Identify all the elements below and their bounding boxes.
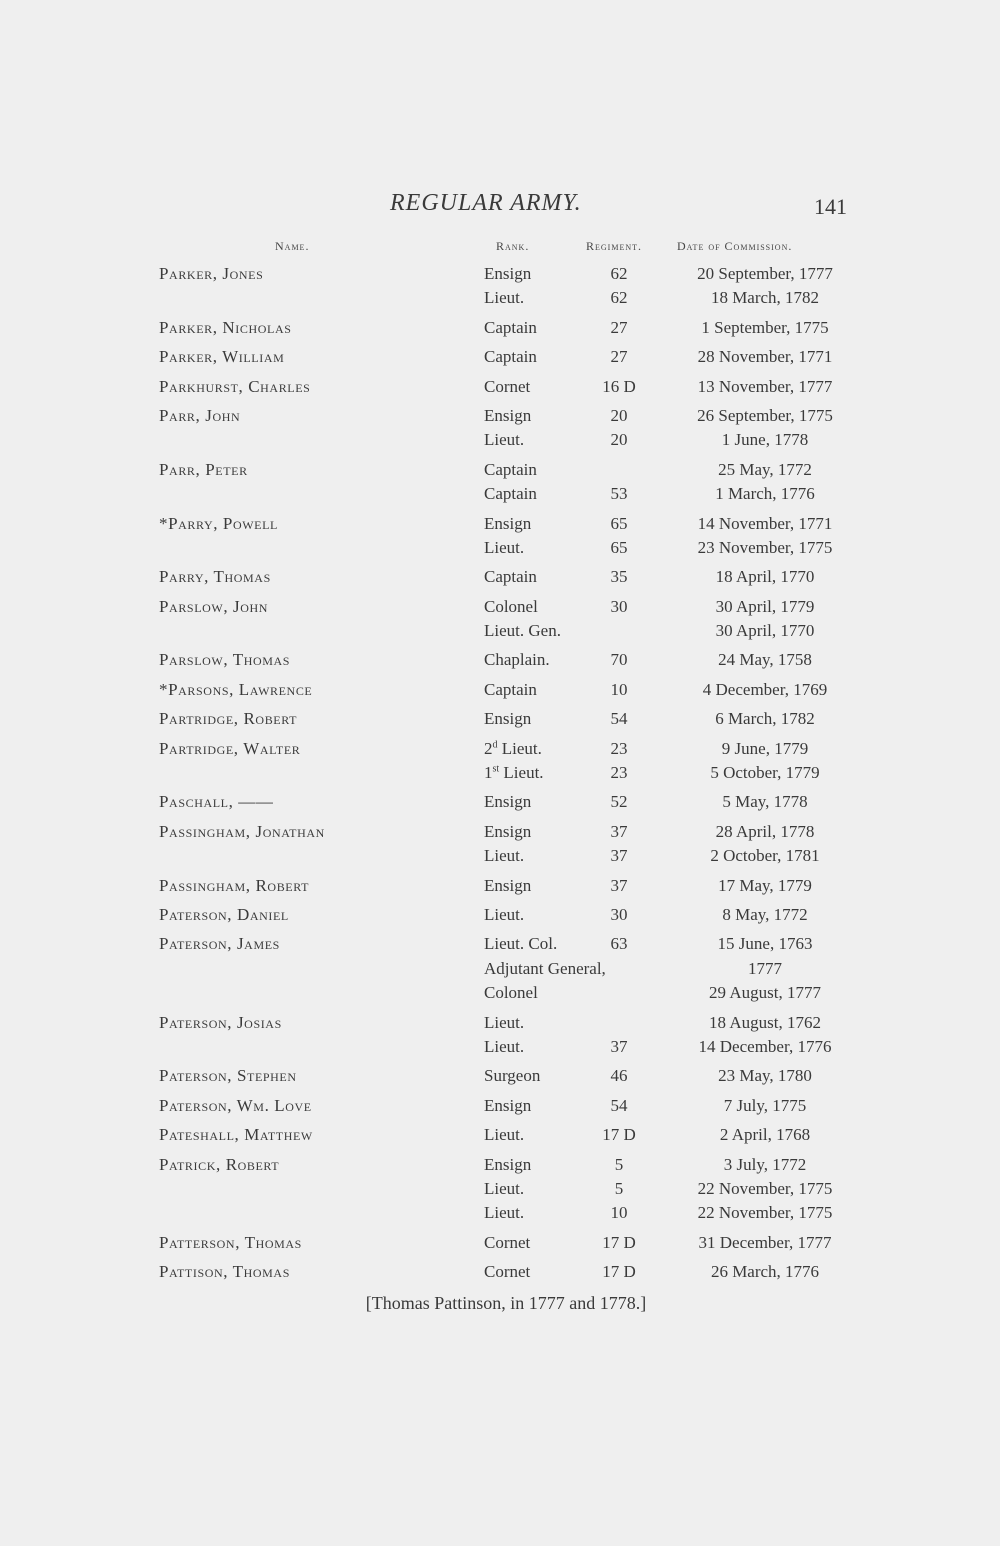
- table-row: [0, 1123, 1000, 1147]
- table-row: [0, 707, 1000, 731]
- table-row: [0, 536, 1000, 560]
- entry-name: *Parsons, Lawrence: [159, 679, 313, 699]
- entry-regiment: 37: [610, 1036, 628, 1056]
- column-header-regiment: Regiment.: [586, 239, 642, 253]
- entry-name: Parr, Peter: [159, 459, 248, 479]
- entry-regiment: 23: [610, 738, 628, 758]
- entry-name: Parker, Jones: [159, 264, 264, 283]
- table-row: [0, 595, 1000, 619]
- entry-regiment: 17 D: [602, 1232, 636, 1252]
- entry-name: Paterson, Stephen: [159, 1066, 297, 1086]
- entry-regiment: 65: [610, 537, 628, 557]
- rank-ordinal: 1: [484, 763, 493, 783]
- entry-name: Parr, John: [159, 405, 241, 425]
- entry-date: 23 November, 1775: [697, 537, 833, 557]
- entry-rank: Ensign: [484, 821, 532, 841]
- entry-regiment: 17 D: [602, 1262, 636, 1282]
- entry-name: Paschall, ——: [159, 792, 274, 812]
- entry-rank: Captain: [484, 317, 537, 337]
- entry-date: 3 July, 1772: [723, 1154, 807, 1174]
- table-row: [0, 678, 1000, 702]
- entry-rank: Ensign: [484, 513, 532, 533]
- entry-rank: Lieut.: [484, 904, 525, 924]
- entry-date: 8 May, 1772: [722, 904, 808, 924]
- entry-date: 9 June, 1779: [721, 738, 809, 758]
- entry-name: Patrick, Robert: [159, 1154, 280, 1174]
- table-row: [0, 1177, 1000, 1201]
- entry-rank: Cornet: [484, 1262, 531, 1282]
- entry-regiment: 27: [610, 347, 628, 367]
- table-row: [0, 1153, 1000, 1177]
- entry-date: 17 May, 1779: [718, 875, 812, 895]
- table-row: [0, 1035, 1000, 1059]
- entry-regiment: 5: [614, 1154, 624, 1174]
- entry-name: Passingham, Jonathan: [159, 821, 325, 841]
- rank-title: Lieut.: [499, 763, 544, 783]
- entry-regiment: 46: [610, 1066, 628, 1086]
- table-row: [0, 844, 1000, 868]
- entry-date: 2 April, 1768: [719, 1125, 811, 1145]
- table-row: [0, 1260, 1000, 1284]
- entry-name: *Parry, Powell: [159, 513, 278, 533]
- entry-date: 7 July, 1775: [723, 1095, 807, 1115]
- table-row: [0, 286, 1000, 310]
- entry-date: 29 August, 1777: [709, 983, 821, 1003]
- table-row: [0, 1094, 1000, 1118]
- entry-name: Paterson, Wm. Love: [159, 1095, 312, 1115]
- entry-regiment: 37: [610, 875, 628, 895]
- rank-ordinal-suffix: st: [492, 763, 500, 775]
- entry-name: Parry, Thomas: [159, 567, 271, 587]
- entry-date: 20 September, 1777: [697, 264, 833, 283]
- entry-name: Parker, William: [159, 347, 285, 367]
- table-row: [0, 957, 1000, 981]
- entry-rank: Lieut.: [484, 846, 525, 866]
- entry-rank: Lieut.: [484, 430, 525, 450]
- table-row: [0, 345, 1000, 369]
- entry-date: 5 October, 1779: [710, 763, 820, 783]
- entry-date: 14 December, 1776: [698, 1036, 832, 1056]
- entry-rank: Ensign: [484, 1154, 532, 1174]
- entry-date: 18 August, 1762: [709, 1012, 821, 1032]
- entry-rank: Lieut. Gen.: [484, 621, 561, 641]
- entry-date: 22 November, 1775: [697, 1178, 833, 1198]
- commission-table: [0, 262, 1000, 1284]
- entry-date: 31 December, 1777: [698, 1232, 832, 1252]
- entry-name: Pattison, Thomas: [159, 1262, 290, 1282]
- entry-date: 28 November, 1771: [697, 347, 833, 367]
- entry-regiment: 27: [610, 317, 628, 337]
- entry-regiment: 20: [610, 405, 628, 425]
- entry-regiment: 37: [610, 821, 628, 841]
- table-row: [0, 932, 1000, 956]
- entry-name: Paterson, Josias: [159, 1012, 282, 1032]
- entry-rank: Lieut.: [484, 1178, 525, 1198]
- entry-regiment: 20: [610, 430, 628, 450]
- entry-regiment: 53: [610, 484, 628, 504]
- entry-regiment: 10: [610, 679, 628, 699]
- entry-date: 5 May, 1778: [722, 792, 808, 812]
- table-row: [0, 761, 1000, 785]
- table-row: [0, 1011, 1000, 1035]
- entry-date: 23 May, 1780: [718, 1066, 812, 1086]
- column-header-name: Name.: [275, 239, 310, 253]
- entry-rank: Ensign: [484, 264, 532, 283]
- entry-name: Passingham, Robert: [159, 875, 310, 895]
- entry-date: 25 May, 1772: [718, 459, 812, 479]
- page-number: 141: [814, 194, 847, 219]
- entry-name: Parslow, Thomas: [159, 650, 291, 670]
- table-row: [0, 565, 1000, 589]
- entry-rank: Captain: [484, 459, 537, 479]
- entry-regiment: 35: [610, 567, 628, 587]
- entry-regiment: 37: [610, 846, 628, 866]
- entry-rank: Captain: [484, 567, 537, 587]
- table-row: [0, 820, 1000, 844]
- table-row: [0, 262, 1000, 286]
- entry-date: 14 November, 1771: [697, 513, 833, 533]
- entry-date: 6 March, 1782: [715, 709, 815, 729]
- table-row: [0, 981, 1000, 1005]
- table-row: [0, 512, 1000, 536]
- entry-regiment: 16 D: [602, 376, 636, 396]
- entry-date: 18 April, 1770: [715, 567, 815, 587]
- entry-regiment: 23: [610, 763, 628, 783]
- table-row: [0, 375, 1000, 399]
- entry-date: 22 November, 1775: [697, 1203, 833, 1223]
- entry-date: 1 June, 1778: [721, 430, 809, 450]
- entry-rank: Lieut.: [484, 537, 525, 557]
- entry-rank: Lieut.: [484, 1012, 525, 1032]
- entry-regiment: 54: [610, 709, 628, 729]
- column-headers: [0, 239, 1000, 257]
- entry-date: 13 November, 1777: [697, 376, 833, 396]
- entry-date: 1 March, 1776: [715, 484, 815, 504]
- entry-rank: Ensign: [484, 792, 532, 812]
- rank-ordinal: 2: [484, 738, 493, 758]
- entry-regiment: 63: [610, 934, 628, 954]
- entry-regiment: 62: [610, 264, 628, 283]
- page-header: [0, 190, 1000, 224]
- entry-date: 15 June, 1763: [717, 934, 813, 954]
- entry-name: Partridge, Walter: [159, 738, 301, 758]
- table-row: [0, 1231, 1000, 1255]
- entry-rank: Adjutant General,: [484, 958, 606, 978]
- table-row: [0, 1201, 1000, 1225]
- table-row: [0, 737, 1000, 761]
- table-row: [0, 482, 1000, 506]
- entry-regiment: 30: [610, 596, 628, 616]
- entry-rank: Captain: [484, 679, 537, 699]
- entry-rank: Surgeon: [484, 1066, 541, 1086]
- column-header-rank: Rank.: [496, 239, 530, 253]
- entry-regiment: 65: [610, 513, 628, 533]
- entry-regiment: 62: [610, 288, 628, 308]
- entry-rank: Chaplain.: [484, 650, 550, 670]
- entry-name: Parkhurst, Charles: [159, 376, 311, 396]
- entry-rank: Captain: [484, 347, 537, 367]
- table-row: [0, 648, 1000, 672]
- entry-name: Patterson, Thomas: [159, 1232, 302, 1252]
- entry-rank: Lieut.: [484, 288, 525, 308]
- entry-date: 26 March, 1776: [710, 1262, 820, 1282]
- entry-regiment: 17 D: [602, 1125, 636, 1145]
- entry-date: 4 December, 1769: [702, 679, 828, 699]
- table-row: [0, 404, 1000, 428]
- rank-title: Lieut.: [497, 738, 542, 758]
- entry-date: 24 May, 1758: [718, 650, 812, 670]
- entry-rank: Lieut.: [484, 1036, 525, 1056]
- entry-name: Parker, Nicholas: [159, 317, 292, 337]
- column-header-date: Date of Commission.: [677, 239, 793, 253]
- entry-date: 28 April, 1778: [715, 821, 815, 841]
- table-row: [0, 428, 1000, 452]
- table-row: [0, 316, 1000, 340]
- rank-ordinal-suffix: d: [492, 738, 498, 750]
- entry-name: Partridge, Robert: [159, 709, 298, 729]
- entry-regiment: 54: [610, 1095, 628, 1115]
- entry-date: 30 April, 1779: [715, 596, 815, 616]
- entry-rank: Cornet: [484, 1232, 531, 1252]
- table-row: [0, 458, 1000, 482]
- entry-date: 1 September, 1775: [701, 317, 829, 337]
- entry-rank: Lieut.: [484, 1203, 525, 1223]
- entry-name: Parslow, John: [159, 596, 269, 616]
- entry-regiment: 52: [610, 792, 628, 812]
- entry-name: Pateshall, Matthew: [159, 1125, 313, 1145]
- entry-rank: Ensign: [484, 405, 532, 425]
- entry-rank: [484, 761, 544, 785]
- table-row: [0, 619, 1000, 643]
- entry-rank: Lieut. Col.: [484, 934, 558, 954]
- entry-regiment: 30: [610, 904, 628, 924]
- entry-name: Paterson, Daniel: [159, 904, 289, 924]
- entry-rank: Colonel: [484, 983, 538, 1003]
- entry-regiment: 70: [610, 650, 628, 670]
- entry-date: 2 October, 1781: [710, 846, 820, 866]
- entry-name: Paterson, James: [159, 934, 280, 954]
- entry-date: 26 September, 1775: [697, 405, 833, 425]
- entry-rank: Ensign: [484, 709, 532, 729]
- entry-rank: Captain: [484, 484, 537, 504]
- table-row: [0, 874, 1000, 898]
- entry-rank: Cornet: [484, 376, 531, 396]
- entry-rank: [484, 737, 542, 761]
- entry-rank: Ensign: [484, 1095, 532, 1115]
- entry-date: 18 March, 1782: [710, 288, 820, 308]
- entry-regiment: 10: [610, 1203, 628, 1223]
- entry-rank: Colonel: [484, 596, 538, 616]
- entry-date: 1777: [748, 958, 782, 978]
- entry-date: 30 April, 1770: [715, 621, 815, 641]
- table-row: [0, 1064, 1000, 1088]
- table-row: [0, 790, 1000, 814]
- footnote: [Thomas Pattinson, in 1777 and 1778.]: [365, 1293, 647, 1313]
- entry-regiment: 5: [614, 1178, 624, 1198]
- table-row: [0, 903, 1000, 927]
- entry-rank: Lieut.: [484, 1125, 525, 1145]
- running-title: REGULAR ARMY.: [390, 190, 582, 216]
- entry-rank: Ensign: [484, 875, 532, 895]
